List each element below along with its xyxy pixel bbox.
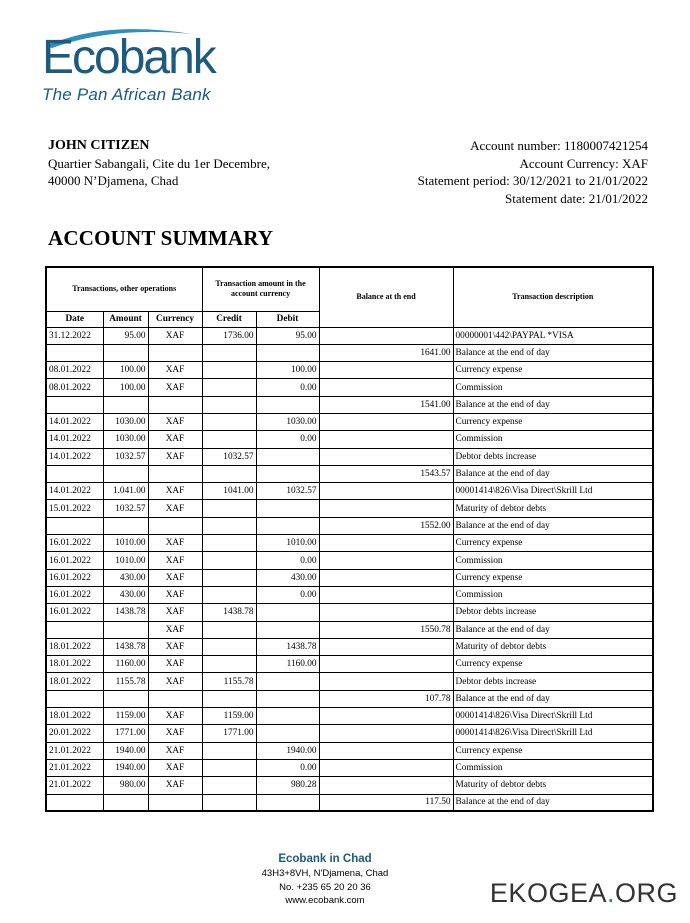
cell-debit: 1032.57 <box>256 483 319 500</box>
cell-date: 21.01.2022 <box>46 742 103 759</box>
cell-balance <box>319 673 453 690</box>
customer-block <box>48 137 270 189</box>
header-description: Transaction description <box>453 267 653 327</box>
cell-description: 00001414\826\Visa Direct\Skrill Ltd <box>453 708 653 725</box>
cell-balance: 117.50 <box>319 794 453 811</box>
table-row <box>46 708 653 725</box>
cell-debit <box>256 344 319 361</box>
cell-credit <box>202 362 256 379</box>
cell-currency <box>148 344 202 361</box>
cell-description: Debtor debts increase <box>453 604 653 621</box>
cell-amount: 1160.00 <box>103 656 148 673</box>
cell-currency: XAF <box>148 362 202 379</box>
cell-balance: 1543.57 <box>319 465 453 482</box>
account-currency: Account Currency: XAF <box>519 155 648 171</box>
cell-date: 14.01.2022 <box>46 413 103 430</box>
table-row <box>46 725 653 742</box>
cell-currency: XAF <box>148 638 202 655</box>
cell-debit <box>256 794 319 811</box>
cell-amount: 980.00 <box>103 777 148 794</box>
cell-credit: 1041.00 <box>202 483 256 500</box>
customer-address-line2: 40000 N’Djamena, Chad <box>48 173 179 188</box>
cell-credit <box>202 413 256 430</box>
cell-date: 08.01.2022 <box>46 379 103 396</box>
table-row <box>46 759 653 776</box>
cell-debit: 1010.00 <box>256 535 319 552</box>
cell-balance <box>319 586 453 603</box>
cell-credit <box>202 517 256 534</box>
table-row <box>46 362 653 379</box>
cell-credit <box>202 431 256 448</box>
table-row <box>46 604 653 621</box>
cell-debit: 430.00 <box>256 569 319 586</box>
cell-balance <box>319 725 453 742</box>
footer-phone: No. +235 65 20 20 36 <box>279 881 371 893</box>
cell-date: 16.01.2022 <box>46 604 103 621</box>
cell-amount <box>103 794 148 811</box>
cell-amount: 100.00 <box>103 379 148 396</box>
cell-description: Currency expense <box>453 656 653 673</box>
logo-tagline: The Pan African Bank <box>42 85 211 104</box>
cell-amount: 1010.00 <box>103 535 148 552</box>
account-info-block <box>418 137 648 207</box>
cell-credit <box>202 690 256 707</box>
cell-currency: XAF <box>148 656 202 673</box>
watermark-dot: . <box>606 878 615 908</box>
cell-description: Commission <box>453 586 653 603</box>
cell-balance <box>319 379 453 396</box>
cell-date <box>46 517 103 534</box>
cell-debit: 0.00 <box>256 431 319 448</box>
cell-balance <box>319 362 453 379</box>
cell-description: Debtor debts increase <box>453 673 653 690</box>
cell-debit <box>256 500 319 517</box>
cell-description: Balance at the end of day <box>453 621 653 638</box>
cell-amount: 1159.00 <box>103 708 148 725</box>
cell-date: 21.01.2022 <box>46 759 103 776</box>
cell-currency <box>148 465 202 482</box>
cell-amount <box>103 517 148 534</box>
cell-balance <box>319 759 453 776</box>
cell-debit <box>256 604 319 621</box>
cell-amount <box>103 465 148 482</box>
cell-date: 18.01.2022 <box>46 638 103 655</box>
cell-debit: 0.00 <box>256 586 319 603</box>
cell-currency <box>148 690 202 707</box>
cell-date <box>46 621 103 638</box>
cell-balance <box>319 604 453 621</box>
cell-currency: XAF <box>148 604 202 621</box>
cell-description: Maturity of debtor debts <box>453 777 653 794</box>
table-row <box>46 431 653 448</box>
cell-currency: XAF <box>148 379 202 396</box>
cell-date: 14.01.2022 <box>46 483 103 500</box>
table-row <box>46 448 653 465</box>
header-amount-in-currency: Transaction amount in the account currency <box>202 267 319 311</box>
cell-currency: XAF <box>148 708 202 725</box>
cell-description: Commission <box>453 552 653 569</box>
cell-currency: XAF <box>148 569 202 586</box>
cell-date: 18.01.2022 <box>46 656 103 673</box>
cell-description: Balance at the end of day <box>453 794 653 811</box>
cell-credit <box>202 759 256 776</box>
cell-amount <box>103 621 148 638</box>
header-transactions: Transactions, other operations <box>46 267 202 311</box>
table-row <box>46 742 653 759</box>
cell-credit: 1155.78 <box>202 673 256 690</box>
cell-debit <box>256 690 319 707</box>
cell-currency: XAF <box>148 327 202 344</box>
cell-credit <box>202 569 256 586</box>
cell-description: 00001414\826\Visa Direct\Skrill Ltd <box>453 725 653 742</box>
watermark <box>490 878 678 909</box>
cell-description: Currency expense <box>453 742 653 759</box>
cell-currency: XAF <box>148 725 202 742</box>
column-header-currency: Currency <box>148 311 202 327</box>
cell-debit <box>256 673 319 690</box>
table-row <box>46 586 653 603</box>
cell-currency <box>148 517 202 534</box>
cell-amount: 1032.57 <box>103 500 148 517</box>
cell-debit: 0.00 <box>256 759 319 776</box>
table-row <box>46 794 653 811</box>
cell-date: 16.01.2022 <box>46 569 103 586</box>
cell-balance <box>319 656 453 673</box>
cell-balance <box>319 327 453 344</box>
cell-description: Balance at the end of day <box>453 344 653 361</box>
page-title: ACCOUNT SUMMARY <box>48 226 274 250</box>
cell-currency: XAF <box>148 535 202 552</box>
cell-date <box>46 465 103 482</box>
cell-description: 00001414\826\Visa Direct\Skrill Ltd <box>453 483 653 500</box>
cell-debit <box>256 621 319 638</box>
cell-currency: XAF <box>148 552 202 569</box>
cell-date <box>46 690 103 707</box>
cell-credit <box>202 742 256 759</box>
cell-debit: 100.00 <box>256 362 319 379</box>
table-row <box>46 621 653 638</box>
table-row <box>46 379 653 396</box>
cell-amount: 430.00 <box>103 569 148 586</box>
cell-currency: XAF <box>148 777 202 794</box>
cell-balance: 1541.00 <box>319 396 453 413</box>
cell-date: 08.01.2022 <box>46 362 103 379</box>
cell-description: Currency expense <box>453 362 653 379</box>
cell-description: Balance at the end of day <box>453 690 653 707</box>
cell-amount: 1030.00 <box>103 431 148 448</box>
cell-credit <box>202 465 256 482</box>
cell-debit <box>256 396 319 413</box>
cell-debit: 0.00 <box>256 552 319 569</box>
cell-balance <box>319 431 453 448</box>
logo-wordmark: Ecobank <box>42 31 215 84</box>
cell-description: Commission <box>453 431 653 448</box>
table-row <box>46 656 653 673</box>
ecobank-logo <box>42 31 242 105</box>
cell-amount: 1771.00 <box>103 725 148 742</box>
cell-currency: XAF <box>148 586 202 603</box>
cell-currency: XAF <box>148 500 202 517</box>
cell-balance <box>319 483 453 500</box>
cell-credit <box>202 777 256 794</box>
cell-date: 18.01.2022 <box>46 673 103 690</box>
cell-credit <box>202 535 256 552</box>
cell-credit: 1438.78 <box>202 604 256 621</box>
header-balance: Balance at th end <box>319 267 453 327</box>
account-number: Account number: 1180007421254 <box>470 138 648 153</box>
cell-date: 31.12.2022 <box>46 327 103 344</box>
table-row <box>46 344 653 361</box>
cell-currency: XAF <box>148 431 202 448</box>
cell-balance <box>319 569 453 586</box>
cell-balance: 1550.78 <box>319 621 453 638</box>
cell-credit: 1032.57 <box>202 448 256 465</box>
table-row <box>46 517 653 534</box>
cell-date <box>46 344 103 361</box>
cell-debit: 1438.78 <box>256 638 319 655</box>
table-row <box>46 552 653 569</box>
cell-amount <box>103 690 148 707</box>
cell-date: 16.01.2022 <box>46 586 103 603</box>
cell-credit: 1159.00 <box>202 708 256 725</box>
cell-debit <box>256 517 319 534</box>
footer-address: 43H3+8VH, N'Djamena, Chad <box>261 868 389 879</box>
cell-debit: 1160.00 <box>256 656 319 673</box>
table-row <box>46 535 653 552</box>
cell-date <box>46 794 103 811</box>
cell-amount: 1940.00 <box>103 742 148 759</box>
cell-currency: XAF <box>148 483 202 500</box>
cell-balance: 1552.00 <box>319 517 453 534</box>
table-row <box>46 638 653 655</box>
table-row <box>46 777 653 794</box>
cell-debit <box>256 448 319 465</box>
table-row <box>46 327 653 344</box>
cell-currency: XAF <box>148 673 202 690</box>
cell-credit <box>202 396 256 413</box>
cell-currency: XAF <box>148 448 202 465</box>
cell-description: Commission <box>453 379 653 396</box>
cell-amount: 1940.00 <box>103 759 148 776</box>
cell-debit <box>256 725 319 742</box>
cell-credit: 1736.00 <box>202 327 256 344</box>
table-row <box>46 500 653 517</box>
cell-amount <box>103 344 148 361</box>
statement-date: Statement date: 21/01/2022 <box>505 190 648 206</box>
watermark-left: EKOGEA <box>489 878 607 908</box>
cell-credit <box>202 552 256 569</box>
cell-amount: 1032.57 <box>103 448 148 465</box>
cell-balance <box>319 777 453 794</box>
column-header-credit: Credit <box>202 311 256 327</box>
cell-credit <box>202 656 256 673</box>
table-row <box>46 483 653 500</box>
customer-name: JOHN CITIZEN <box>48 138 150 153</box>
table-row <box>46 465 653 482</box>
cell-date <box>46 396 103 413</box>
cell-balance <box>319 638 453 655</box>
footer-bank-name: Ecobank in Chad <box>278 853 372 865</box>
cell-description: Debtor debts increase <box>453 448 653 465</box>
table-row <box>46 569 653 586</box>
cell-credit <box>202 586 256 603</box>
cell-amount: 1010.00 <box>103 552 148 569</box>
cell-currency <box>148 794 202 811</box>
cell-balance <box>319 413 453 430</box>
cell-balance <box>319 552 453 569</box>
cell-amount: 95.00 <box>103 327 148 344</box>
cell-description: 00000001\442\PAYPAL *VISA <box>453 327 653 344</box>
table-row <box>46 396 653 413</box>
table-row <box>46 690 653 707</box>
cell-amount: 100.00 <box>103 362 148 379</box>
cell-amount: 1438.78 <box>103 638 148 655</box>
cell-amount: 430.00 <box>103 586 148 603</box>
cell-debit <box>256 465 319 482</box>
cell-credit <box>202 344 256 361</box>
customer-address-line1: Quartier Sabangali, Cite du 1er Decembre, <box>48 156 270 171</box>
cell-balance <box>319 708 453 725</box>
cell-description: Maturity of debtor debts <box>453 500 653 517</box>
table-row <box>46 413 653 430</box>
cell-balance: 1641.00 <box>319 344 453 361</box>
cell-credit <box>202 621 256 638</box>
column-header-debit: Debit <box>256 311 319 327</box>
cell-date: 14.01.2022 <box>46 431 103 448</box>
cell-date: 21.01.2022 <box>46 777 103 794</box>
transactions-table <box>45 266 654 812</box>
cell-description: Currency expense <box>453 413 653 430</box>
cell-description: Commission <box>453 759 653 776</box>
column-header-amount: Amount <box>103 311 148 327</box>
cell-debit: 980.28 <box>256 777 319 794</box>
cell-amount: 1155.78 <box>103 673 148 690</box>
footer <box>245 851 405 908</box>
cell-balance: 107.78 <box>319 690 453 707</box>
cell-credit <box>202 638 256 655</box>
cell-amount: 1030.00 <box>103 413 148 430</box>
cell-date: 20.01.2022 <box>46 725 103 742</box>
cell-amount: 1438.78 <box>103 604 148 621</box>
cell-credit <box>202 379 256 396</box>
table-row <box>46 673 653 690</box>
cell-currency: XAF <box>148 621 202 638</box>
cell-date: 15.01.2022 <box>46 500 103 517</box>
cell-balance <box>319 535 453 552</box>
cell-date: 18.01.2022 <box>46 708 103 725</box>
cell-credit <box>202 794 256 811</box>
cell-debit: 1030.00 <box>256 413 319 430</box>
cell-balance <box>319 448 453 465</box>
transactions-body <box>46 327 653 811</box>
cell-currency: XAF <box>148 742 202 759</box>
cell-description: Balance at the end of day <box>453 465 653 482</box>
cell-debit: 1940.00 <box>256 742 319 759</box>
cell-description: Currency expense <box>453 569 653 586</box>
watermark-right: ORG <box>614 878 678 908</box>
cell-description: Currency expense <box>453 535 653 552</box>
cell-balance <box>319 742 453 759</box>
cell-description: Balance at the end of day <box>453 396 653 413</box>
cell-credit <box>202 500 256 517</box>
cell-amount <box>103 396 148 413</box>
cell-currency <box>148 396 202 413</box>
cell-currency: XAF <box>148 413 202 430</box>
cell-debit: 95.00 <box>256 327 319 344</box>
cell-date: 16.01.2022 <box>46 552 103 569</box>
cell-debit: 0.00 <box>256 379 319 396</box>
column-header-date: Date <box>46 311 103 327</box>
cell-date: 16.01.2022 <box>46 535 103 552</box>
footer-website: www.ecobank.com <box>285 895 365 906</box>
cell-debit <box>256 708 319 725</box>
cell-date: 14.01.2022 <box>46 448 103 465</box>
cell-currency: XAF <box>148 759 202 776</box>
cell-description: Balance at the end of day <box>453 517 653 534</box>
cell-credit: 1771.00 <box>202 725 256 742</box>
cell-description: Maturity of debtor debts <box>453 638 653 655</box>
cell-amount: 1.041.00 <box>103 483 148 500</box>
cell-balance <box>319 500 453 517</box>
statement-period: Statement period: 30/12/2021 to 21/01/2022 <box>417 173 648 188</box>
